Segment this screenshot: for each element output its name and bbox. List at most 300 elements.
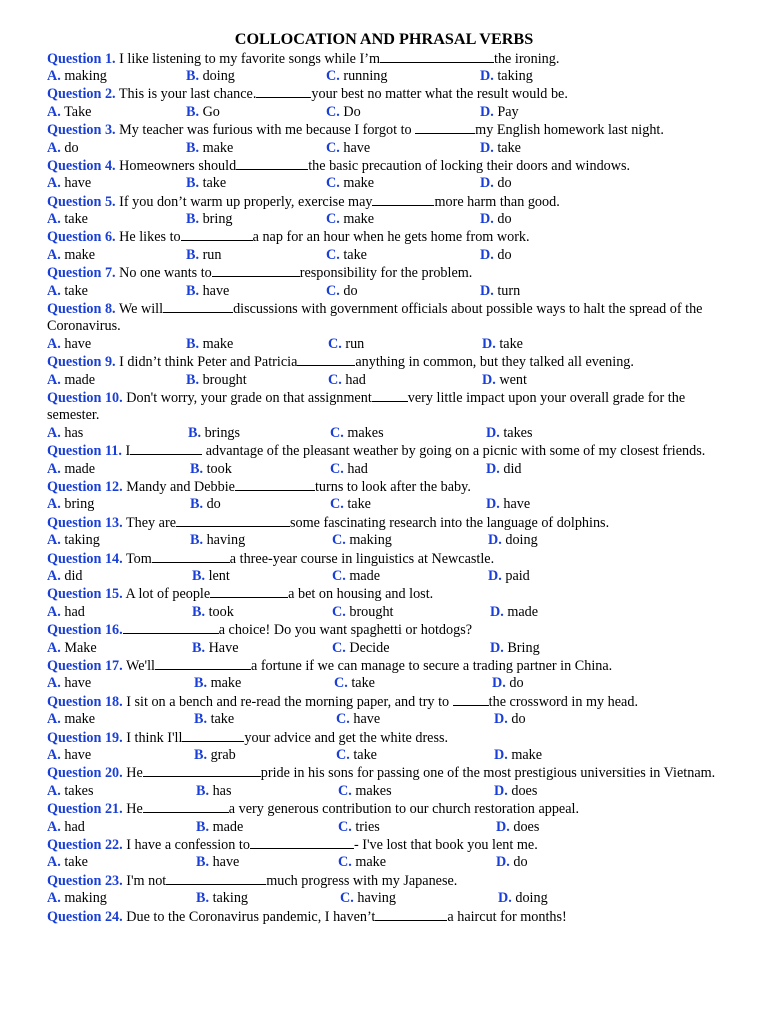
option-letter: C. [338, 854, 352, 871]
question-text-before: We'll [122, 658, 155, 675]
answer-option-c [332, 604, 393, 621]
option-letter: B. [192, 603, 206, 620]
option-letter: C. [338, 818, 352, 835]
question-stem [47, 764, 729, 782]
option-letter: B. [190, 496, 204, 513]
option-text: take [210, 711, 235, 728]
answer-option-c [326, 68, 387, 85]
question-number: Question 3. [47, 122, 116, 139]
option-letter: B. [188, 424, 202, 441]
answer-option-a [47, 890, 107, 907]
question-text-before: Tom [122, 550, 152, 567]
answer-options [47, 247, 729, 264]
answer-option-a [47, 175, 91, 192]
answer-blank [297, 353, 355, 366]
worksheet-title: COLLOCATION AND PHRASAL VERBS [234, 30, 534, 48]
answer-option-d [494, 711, 526, 728]
question-text-before: We will [115, 301, 164, 318]
answer-option-b [196, 819, 243, 836]
option-text: take [64, 854, 88, 871]
option-letter: A. [47, 675, 61, 692]
question-item [47, 800, 729, 836]
question-text-before: They are [122, 514, 176, 531]
option-letter: D. [494, 711, 508, 728]
question-text-before: I like listening to my favorite songs while I’m [115, 50, 380, 67]
option-letter: D. [494, 747, 508, 764]
answer-options [47, 104, 729, 121]
option-text: makes [355, 782, 392, 799]
question-stem [47, 300, 729, 336]
answer-options [47, 890, 729, 907]
option-text: grab [210, 747, 236, 764]
answer-option-a [47, 747, 91, 764]
answer-option-d [486, 496, 530, 513]
answer-option-c [328, 336, 364, 353]
question-text-before: Homeowners should [115, 157, 237, 174]
question-stem [47, 800, 729, 818]
option-letter: C. [330, 460, 344, 477]
question-stem [47, 228, 729, 246]
question-number: Question 22. [47, 837, 123, 854]
option-letter: A. [47, 711, 61, 728]
answer-options [47, 425, 729, 442]
question-text-after: a fortune if we can manage to secure a trading partner in China. [250, 658, 613, 675]
option-letter: D. [480, 103, 494, 120]
option-letter: D. [480, 175, 494, 192]
option-letter: A. [47, 424, 61, 441]
question-text-after: more harm than good. [434, 193, 560, 210]
question-number: Question 18. [47, 693, 123, 710]
question-stem [47, 121, 729, 139]
answer-option-b [186, 336, 233, 353]
option-letter: B. [192, 568, 206, 585]
answer-blank [182, 729, 244, 742]
answer-blank [166, 872, 266, 885]
answer-option-d [490, 640, 540, 657]
answer-options [47, 211, 729, 228]
question-text-before: I have a confession to [122, 837, 250, 854]
option-letter: D. [498, 890, 512, 907]
answer-option-d [480, 247, 512, 264]
question-item [47, 300, 729, 353]
answer-option-d [480, 283, 520, 300]
answer-option-c [338, 819, 380, 836]
answer-option-b [186, 68, 235, 85]
option-letter: B. [196, 890, 210, 907]
option-letter: A. [47, 175, 61, 192]
question-number: Question 19. [47, 729, 123, 746]
option-text: have [353, 711, 381, 728]
option-text: Do [343, 103, 361, 120]
question-text-before: He [122, 765, 143, 782]
question-number: Question 12. [47, 479, 123, 496]
answer-option-a [47, 854, 88, 871]
option-text: had [64, 818, 85, 835]
answer-options [47, 568, 729, 585]
question-item [47, 514, 729, 550]
option-text: brought [349, 603, 394, 620]
question-text-after: advantage of the pleasant weather by going on a picnic with some of my closest friends. [202, 443, 706, 460]
option-text: did [503, 460, 522, 477]
answer-option-b [192, 604, 234, 621]
option-text: doing [505, 532, 538, 549]
question-item [47, 85, 729, 121]
answer-options [47, 68, 729, 85]
answer-option-b [186, 175, 226, 192]
answer-option-b [190, 532, 245, 549]
question-stem [47, 693, 729, 711]
answer-blank [210, 585, 288, 598]
answer-option-d [496, 854, 528, 871]
answer-option-a [47, 675, 91, 692]
answer-option-d [494, 747, 542, 764]
option-letter: A. [47, 103, 61, 120]
answer-option-d [486, 425, 533, 442]
answer-option-b [192, 568, 230, 585]
option-text: make [343, 175, 375, 192]
answer-blank [143, 764, 261, 777]
option-text: take [497, 139, 521, 156]
option-text: took [206, 460, 232, 477]
answer-option-c [336, 711, 380, 728]
option-letter: C. [326, 175, 340, 192]
option-text: has [212, 782, 232, 799]
answer-blank [152, 550, 230, 563]
question-item [47, 121, 729, 157]
answer-option-c [326, 283, 358, 300]
question-stem [47, 85, 729, 103]
answer-option-a [47, 819, 85, 836]
option-text: run [345, 335, 365, 352]
question-stem [47, 389, 729, 425]
option-text: doing [202, 67, 235, 84]
answer-option-b [192, 640, 239, 657]
question-text-after: a choice! Do you want spaghetti or hotdogs? [218, 622, 473, 639]
option-letter: D. [486, 496, 500, 513]
question-number: Question 23. [47, 872, 123, 889]
question-stem [47, 585, 729, 603]
option-text: take [64, 282, 88, 299]
question-text-after: the ironing. [494, 50, 560, 67]
option-letter: A. [47, 282, 61, 299]
answer-options [47, 532, 729, 549]
option-letter: C. [328, 371, 342, 388]
option-text: Bring [507, 639, 540, 656]
option-letter: B. [186, 175, 200, 192]
option-letter: B. [186, 103, 200, 120]
option-text: Take [64, 103, 92, 120]
answer-option-c [326, 247, 367, 264]
question-number: Question 21. [47, 801, 123, 818]
option-text: takes [64, 782, 94, 799]
question-text-after: a haircut for months! [447, 908, 567, 925]
option-letter: D. [480, 211, 494, 228]
question-number: Question 6. [47, 229, 116, 246]
question-stem [47, 157, 729, 175]
question-item [47, 585, 729, 621]
question-number: Question 24. [47, 908, 123, 925]
option-text: Make [64, 639, 97, 656]
question-item [47, 193, 729, 229]
option-text: take [347, 496, 371, 513]
question-text-after: my English homework last night. [475, 122, 664, 139]
question-number: Question 1. [47, 50, 116, 67]
question-stem [47, 729, 729, 747]
option-letter: A. [47, 67, 61, 84]
answer-option-b [194, 711, 234, 728]
question-number: Question 10. [47, 390, 123, 407]
question-number: Question 5. [47, 193, 116, 210]
answer-option-a [47, 568, 82, 585]
question-item [47, 264, 729, 300]
option-letter: C. [336, 747, 350, 764]
option-letter: C. [334, 675, 348, 692]
answer-option-b [190, 461, 232, 478]
option-text: lent [208, 568, 230, 585]
question-stem [47, 836, 729, 854]
option-text: do [497, 211, 512, 228]
answer-options [47, 461, 729, 478]
question-number: Question 4. [47, 157, 116, 174]
question-text-before: If you don’t warm up properly, exercise may [115, 193, 373, 210]
option-letter: C. [336, 711, 350, 728]
answer-options [47, 604, 729, 621]
answer-option-d [494, 783, 537, 800]
question-item [47, 836, 729, 872]
option-text: making [64, 890, 107, 907]
answer-option-b [196, 854, 239, 871]
answer-option-b [186, 140, 233, 157]
option-letter: A. [47, 371, 61, 388]
question-text-before: I didn’t think Peter and Patricia [115, 354, 298, 371]
answer-option-d [480, 211, 512, 228]
option-text: run [202, 246, 222, 263]
option-text: having [357, 890, 396, 907]
answer-option-c [326, 104, 361, 121]
option-text: make [343, 211, 375, 228]
option-text: have [202, 282, 230, 299]
question-text-after: anything in common, but they talked all evening. [355, 354, 634, 371]
answer-option-c [340, 890, 396, 907]
option-text: have [212, 854, 240, 871]
question-text-after: the basic precaution of locking their doors and windows. [308, 157, 631, 174]
question-text-after: - I've lost that book you lent me. [353, 837, 538, 854]
option-letter: C. [332, 568, 346, 585]
answer-option-c [332, 640, 390, 657]
option-letter: A. [47, 460, 61, 477]
option-letter: B. [190, 460, 204, 477]
question-text-before: I'm not [122, 872, 167, 889]
answer-blank [123, 621, 219, 634]
option-text: doing [515, 890, 548, 907]
answer-option-c [330, 461, 368, 478]
option-text: take [64, 211, 88, 228]
answer-options [47, 711, 729, 728]
option-letter: D. [496, 818, 510, 835]
option-letter: D. [488, 532, 502, 549]
answer-option-a [47, 425, 83, 442]
option-text: make [64, 711, 96, 728]
answer-option-c [328, 372, 366, 389]
option-text: taking [497, 67, 533, 84]
answer-options [47, 336, 729, 353]
answer-option-b [186, 211, 233, 228]
option-letter: A. [47, 603, 61, 620]
answer-options [47, 372, 729, 389]
question-number: Question 17. [47, 658, 123, 675]
question-text-after: pride in his sons for passing one of the most prestigious universities in Vietnam. [260, 765, 716, 782]
question-text-before: Due to the Coronavirus pandemic, I haven’t [122, 908, 376, 925]
question-text-before: I [121, 443, 131, 460]
answer-option-a [47, 532, 100, 549]
question-stem [47, 621, 729, 639]
option-text: do [206, 496, 221, 513]
option-letter: D. [492, 675, 506, 692]
option-letter: D. [490, 603, 504, 620]
option-letter: A. [47, 335, 61, 352]
answer-option-b [194, 675, 241, 692]
answer-blank [415, 121, 475, 134]
question-item [47, 228, 729, 264]
option-letter: C. [326, 246, 340, 263]
option-letter: D. [480, 282, 494, 299]
question-text-before: My teacher was furious with me because I forgot to [115, 122, 416, 139]
option-letter: B. [196, 818, 210, 835]
answer-option-c [334, 675, 375, 692]
answer-option-c [332, 568, 380, 585]
answer-option-d [486, 461, 521, 478]
question-item [47, 908, 729, 926]
question-item [47, 693, 729, 729]
option-letter: D. [488, 568, 502, 585]
answer-options [47, 854, 729, 871]
option-text: do [513, 854, 528, 871]
answer-blank [212, 264, 300, 277]
option-text: have [64, 175, 92, 192]
answer-options [47, 640, 729, 657]
option-letter: C. [338, 782, 352, 799]
option-text: taking [212, 890, 249, 907]
question-text-after: discussions with government officials about possible ways to halt the spread of the Coronavirus. [47, 301, 703, 335]
option-letter: B. [186, 282, 200, 299]
option-letter: D. [482, 335, 496, 352]
option-text: do [509, 675, 524, 692]
option-text: making [349, 532, 392, 549]
question-list [47, 50, 729, 927]
option-letter: A. [47, 890, 61, 907]
answer-option-d [480, 175, 512, 192]
answer-blank [256, 85, 311, 98]
answer-option-c [332, 532, 392, 549]
question-item [47, 764, 729, 800]
option-text: make [511, 747, 543, 764]
question-number: Question 9. [47, 354, 116, 371]
answer-option-d [482, 372, 527, 389]
option-letter: D. [480, 246, 494, 263]
answer-option-b [186, 283, 229, 300]
answer-blank [372, 389, 408, 402]
question-text-after: your advice and get the white dress. [244, 729, 449, 746]
answer-option-c [330, 425, 384, 442]
option-letter: B. [186, 371, 200, 388]
option-text: Have [208, 639, 239, 656]
option-letter: D. [480, 139, 494, 156]
option-text: went [499, 371, 527, 388]
option-letter: A. [47, 747, 61, 764]
option-text: take [343, 246, 367, 263]
question-stem [47, 193, 729, 211]
option-text: had [347, 460, 368, 477]
option-letter: B. [194, 675, 208, 692]
question-text-after: turns to look after the baby. [314, 479, 471, 496]
option-text: do [64, 139, 79, 156]
option-text: having [206, 532, 246, 549]
question-text-after: very little impact upon your overall grade for the semester. [47, 390, 686, 424]
question-text-after: a very generous contribution to our church restoration appeal. [228, 801, 580, 818]
option-letter: B. [194, 747, 208, 764]
answer-option-d [480, 140, 521, 157]
question-item [47, 50, 729, 86]
option-text: make [202, 335, 234, 352]
question-stem [47, 50, 729, 68]
question-item [47, 442, 729, 478]
option-text: tries [355, 818, 380, 835]
option-text: takes [503, 424, 533, 441]
option-letter: D. [486, 460, 500, 477]
question-stem [47, 657, 729, 675]
option-text: do [497, 246, 512, 263]
question-text-after: responsibility for the problem. [299, 265, 473, 282]
answer-option-c [338, 854, 386, 871]
question-number: Question 2. [47, 86, 116, 103]
answer-blank [181, 228, 253, 241]
option-letter: D. [490, 639, 504, 656]
option-letter: B. [186, 139, 200, 156]
option-text: did [64, 568, 83, 585]
option-letter: C. [326, 211, 340, 228]
question-item [47, 657, 729, 693]
option-letter: B. [192, 639, 206, 656]
option-letter: A. [47, 139, 61, 156]
answer-option-b [186, 372, 247, 389]
question-number: Question 13. [47, 514, 123, 531]
answer-blank [372, 193, 434, 206]
option-text: make [202, 139, 234, 156]
option-letter: B. [196, 854, 210, 871]
question-text-after: the crossword in my head. [488, 693, 638, 710]
option-text: have [64, 675, 92, 692]
question-text-before: I sit on a bench and re-read the morning paper, and try to [122, 693, 453, 710]
answer-blank [250, 836, 354, 849]
question-text-before: Mandy and Debbie [122, 479, 235, 496]
answer-option-d [498, 890, 548, 907]
answer-blank [235, 478, 315, 491]
question-stem [47, 442, 729, 460]
question-item [47, 729, 729, 765]
option-text: take [351, 675, 375, 692]
answer-option-b [196, 890, 248, 907]
question-stem [47, 264, 729, 282]
answer-option-a [47, 640, 97, 657]
answer-options [47, 140, 729, 157]
option-text: has [64, 424, 84, 441]
answer-option-a [47, 283, 88, 300]
question-text-before: I think I'll [122, 729, 183, 746]
option-text: made [64, 460, 96, 477]
question-stem [47, 478, 729, 496]
option-text: have [64, 335, 92, 352]
question-item [47, 353, 729, 389]
